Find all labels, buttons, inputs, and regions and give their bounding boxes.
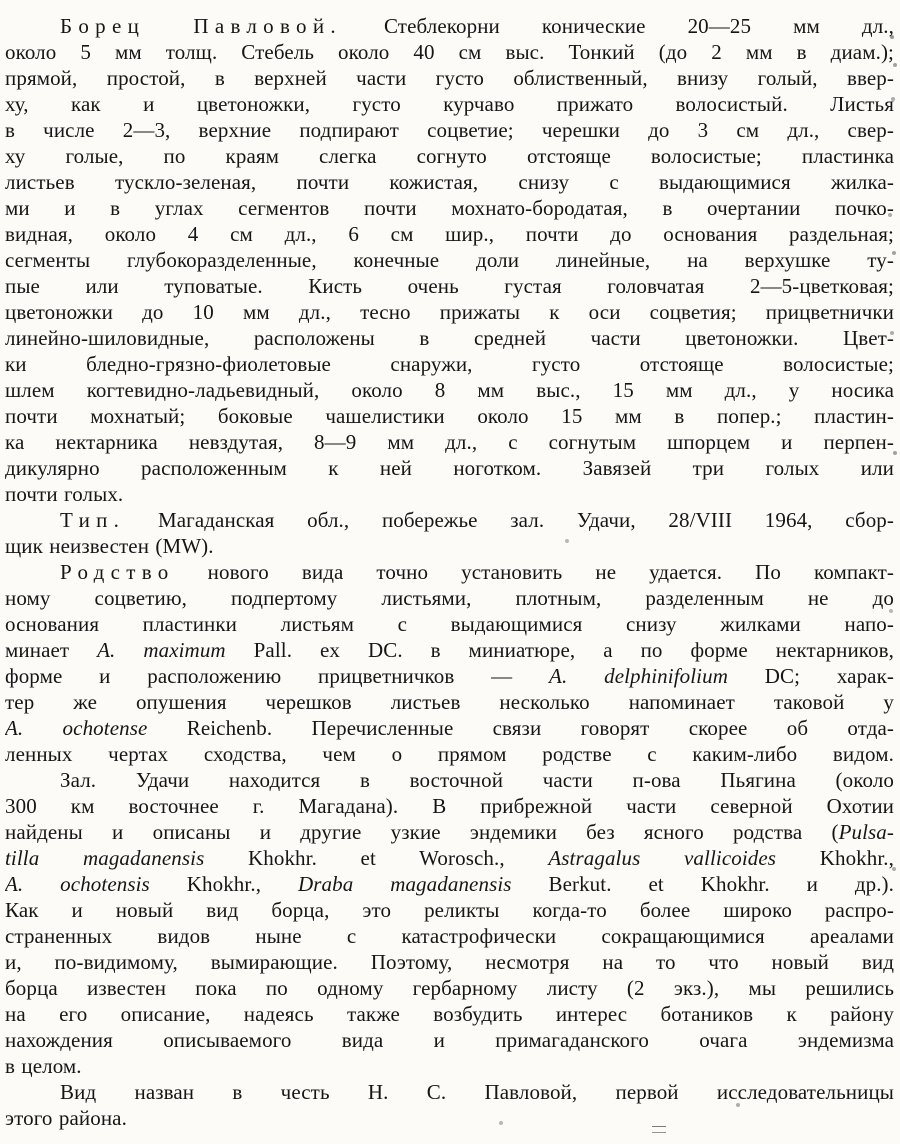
text-segment: этого района. — [5, 1106, 127, 1130]
text-line — [5, 767, 894, 793]
emphasized-term: Родство — [60, 560, 175, 584]
text-line — [5, 1027, 894, 1053]
text-line — [5, 559, 894, 585]
text-line — [5, 1105, 894, 1131]
latin-species-name: A. ochotense — [5, 716, 148, 740]
text-segment: видная, около 4 см дл., 6 см шир., почти до основания раздельная; — [5, 222, 894, 246]
text-segment: ху, как и цветоножки, густо курчаво прижато волосистый. Листья — [5, 92, 894, 116]
text-line — [5, 195, 894, 221]
text-segment: дикулярно расположенным к ней ноготком. Завязей три голых или — [5, 456, 894, 480]
text-line — [5, 923, 894, 949]
text-segment: почти мохнатый; боковые чашелистики около 15 мм в попер.; пластин- — [5, 404, 894, 428]
text-segment: сегменты глубокоразделенные, конечные доли линейные, на верхушке ту- — [5, 248, 894, 272]
text-line — [5, 897, 894, 923]
text-line — [5, 299, 894, 325]
text-line — [5, 845, 894, 871]
text-block — [5, 13, 894, 1131]
text-segment: основания пластинки листьям с выдающимися снизу жилками напо- — [5, 612, 894, 636]
text-segment: в числе 2—3, верхние подпирают соцветие; черешки до 3 см дл., свер- — [5, 118, 894, 142]
text-line — [5, 949, 894, 975]
text-line — [5, 1079, 894, 1105]
text-line — [5, 871, 894, 897]
text-line — [5, 325, 894, 351]
text-line — [5, 689, 894, 715]
text-segment: щик неизвестен (MW). — [5, 534, 214, 558]
text-line — [5, 1001, 894, 1027]
text-segment: и, по-видимому, вымирающие. Поэтому, несмотря на то что новый вид — [5, 950, 894, 974]
latin-species-name: Pulsa- — [838, 820, 894, 844]
text-segment: около 5 мм толщ. Стебель около 40 см выс. Тонкий (до 2 мм в диам.); — [5, 40, 894, 64]
emphasized-term: Тип. — [60, 508, 126, 532]
text-segment: в целом. — [5, 1054, 82, 1078]
text-segment: Магаданская обл., побережье зал. Удачи, 28/VIII 1964, сбор- — [125, 508, 894, 532]
text-segment: ми и в углах сегментов почти мохнато-бородатая, в очертании почко- — [5, 196, 894, 220]
text-segment: ка нектарника невздутая, 8—9 мм дл., с согнутым шпорцем и перпен- — [5, 430, 894, 454]
text-segment: форме и расположению прицветничков — — [5, 664, 550, 688]
latin-species-name: A. ochotensis — [5, 872, 150, 896]
text-line — [5, 611, 894, 637]
text-segment: пые или туповатые. Кисть очень густая головчатая 2—5-цветковая; — [5, 274, 894, 298]
text-line — [5, 91, 894, 117]
text-line — [5, 1053, 894, 1079]
text-line — [5, 819, 894, 845]
text-segment: Зал. Удачи находится в восточной части п-ова Пьягина (около — [60, 768, 894, 792]
text-line — [5, 793, 894, 819]
text-line — [5, 39, 894, 65]
emphasized-term: Борец Павловой. — [60, 14, 342, 38]
text-segment: Reichenb. Перечисленные связи говорят скорее об отда- — [147, 716, 894, 740]
text-segment: шлем когтевидно-ладьевидный, около 8 мм выс., 15 мм дл., у носика — [5, 378, 894, 402]
scan-artifact-mark — [652, 1126, 666, 1133]
scan-noise-specks — [0, 0, 2, 2]
text-line — [5, 455, 894, 481]
text-line — [5, 741, 894, 767]
latin-species-name: A. maximum — [97, 638, 226, 662]
text-line — [5, 65, 894, 91]
text-segment: DC; харак- — [727, 664, 894, 688]
text-line — [5, 169, 894, 195]
text-segment: Berkut. et Khokhr. и др.). — [511, 872, 894, 896]
text-segment: тер же опушения черешков листьев несколько напоминает таковой у — [5, 690, 894, 714]
text-segment: Как и новый вид борца, это реликты когда-то более широко распро- — [5, 898, 894, 922]
text-segment: нахождения описываемого вида и примагаданского очага эндемизма — [5, 1028, 894, 1052]
text-segment: страненных видов ныне с катастрофически сокращающимися ареалами — [5, 924, 894, 948]
text-line — [5, 429, 894, 455]
text-segment: цветоножки до 10 мм дл., тесно прижаты к оси соцветия; прицветнички — [5, 300, 894, 324]
text-segment: минает — [5, 638, 98, 662]
text-line — [5, 273, 894, 299]
latin-species-name: Draba magadanensis — [297, 872, 512, 896]
text-line — [5, 585, 894, 611]
text-line — [5, 637, 894, 663]
text-segment: Pall. ex DC. в миниатюре, а по форме нектарников, — [225, 638, 894, 662]
text-line — [5, 533, 894, 559]
text-segment: Khokhr., — [149, 872, 298, 896]
text-segment: прямой, простой, в верхней части густо облиственный, внизу голый, ввер- — [5, 66, 894, 90]
text-line — [5, 143, 894, 169]
text-segment: найдены и описаны и другие узкие эндемики без ясного родства ( — [5, 820, 839, 844]
text-segment: 300 км восточнее г. Магадана). В прибрежной части северной Охотии — [5, 794, 894, 818]
text-segment: Вид назван в честь Н. С. Павловой, первой исследовательницы — [60, 1080, 894, 1104]
text-segment: ху голые, по краям слегка согнуто отстояще волосистые; пластинка — [5, 144, 894, 168]
text-segment: нового вида точно установить не удается. По компакт- — [174, 560, 894, 584]
text-line — [5, 715, 894, 741]
text-line — [5, 117, 894, 143]
text-segment: борца известен пока по одному гербарному листу (2 экз.), мы решились — [5, 976, 894, 1000]
latin-species-name: A. delphinifolium — [549, 664, 728, 688]
text-segment: ному соцветию, подпертому листьями, плотным, разделенным не до — [5, 586, 894, 610]
text-segment: ленных чертах сходства, чем о прямом родстве с каким-либо видом. — [5, 742, 894, 766]
text-line — [5, 13, 894, 39]
text-segment: Стеблекорни конические 20—25 мм дл., — [341, 14, 894, 38]
text-line — [5, 507, 894, 533]
text-segment: почти голых. — [5, 482, 124, 506]
text-line — [5, 351, 894, 377]
text-segment: листьев тускло-зеленая, почти кожистая, снизу с выдающимися жилка- — [5, 170, 894, 194]
text-line — [5, 377, 894, 403]
text-line — [5, 221, 894, 247]
text-line — [5, 975, 894, 1001]
text-line — [5, 403, 894, 429]
text-segment: Khokhr., — [776, 846, 894, 870]
text-line — [5, 247, 894, 273]
text-segment: ки бледно-грязно-фиолетовые снаружи, густо отстояще волосистые; — [5, 352, 894, 376]
latin-species-name: tilla magadanensis — [5, 846, 205, 870]
text-segment: на его описание, надеясь также возбудить интерес ботаников к району — [5, 1002, 894, 1026]
text-segment: линейно-шиловидные, расположены в средней части цветоножки. Цвет- — [5, 326, 894, 350]
latin-species-name: Astragalus vallicoides — [548, 846, 777, 870]
text-line — [5, 481, 894, 507]
text-line — [5, 663, 894, 689]
text-segment: Khokhr. et Worosch., — [204, 846, 549, 870]
